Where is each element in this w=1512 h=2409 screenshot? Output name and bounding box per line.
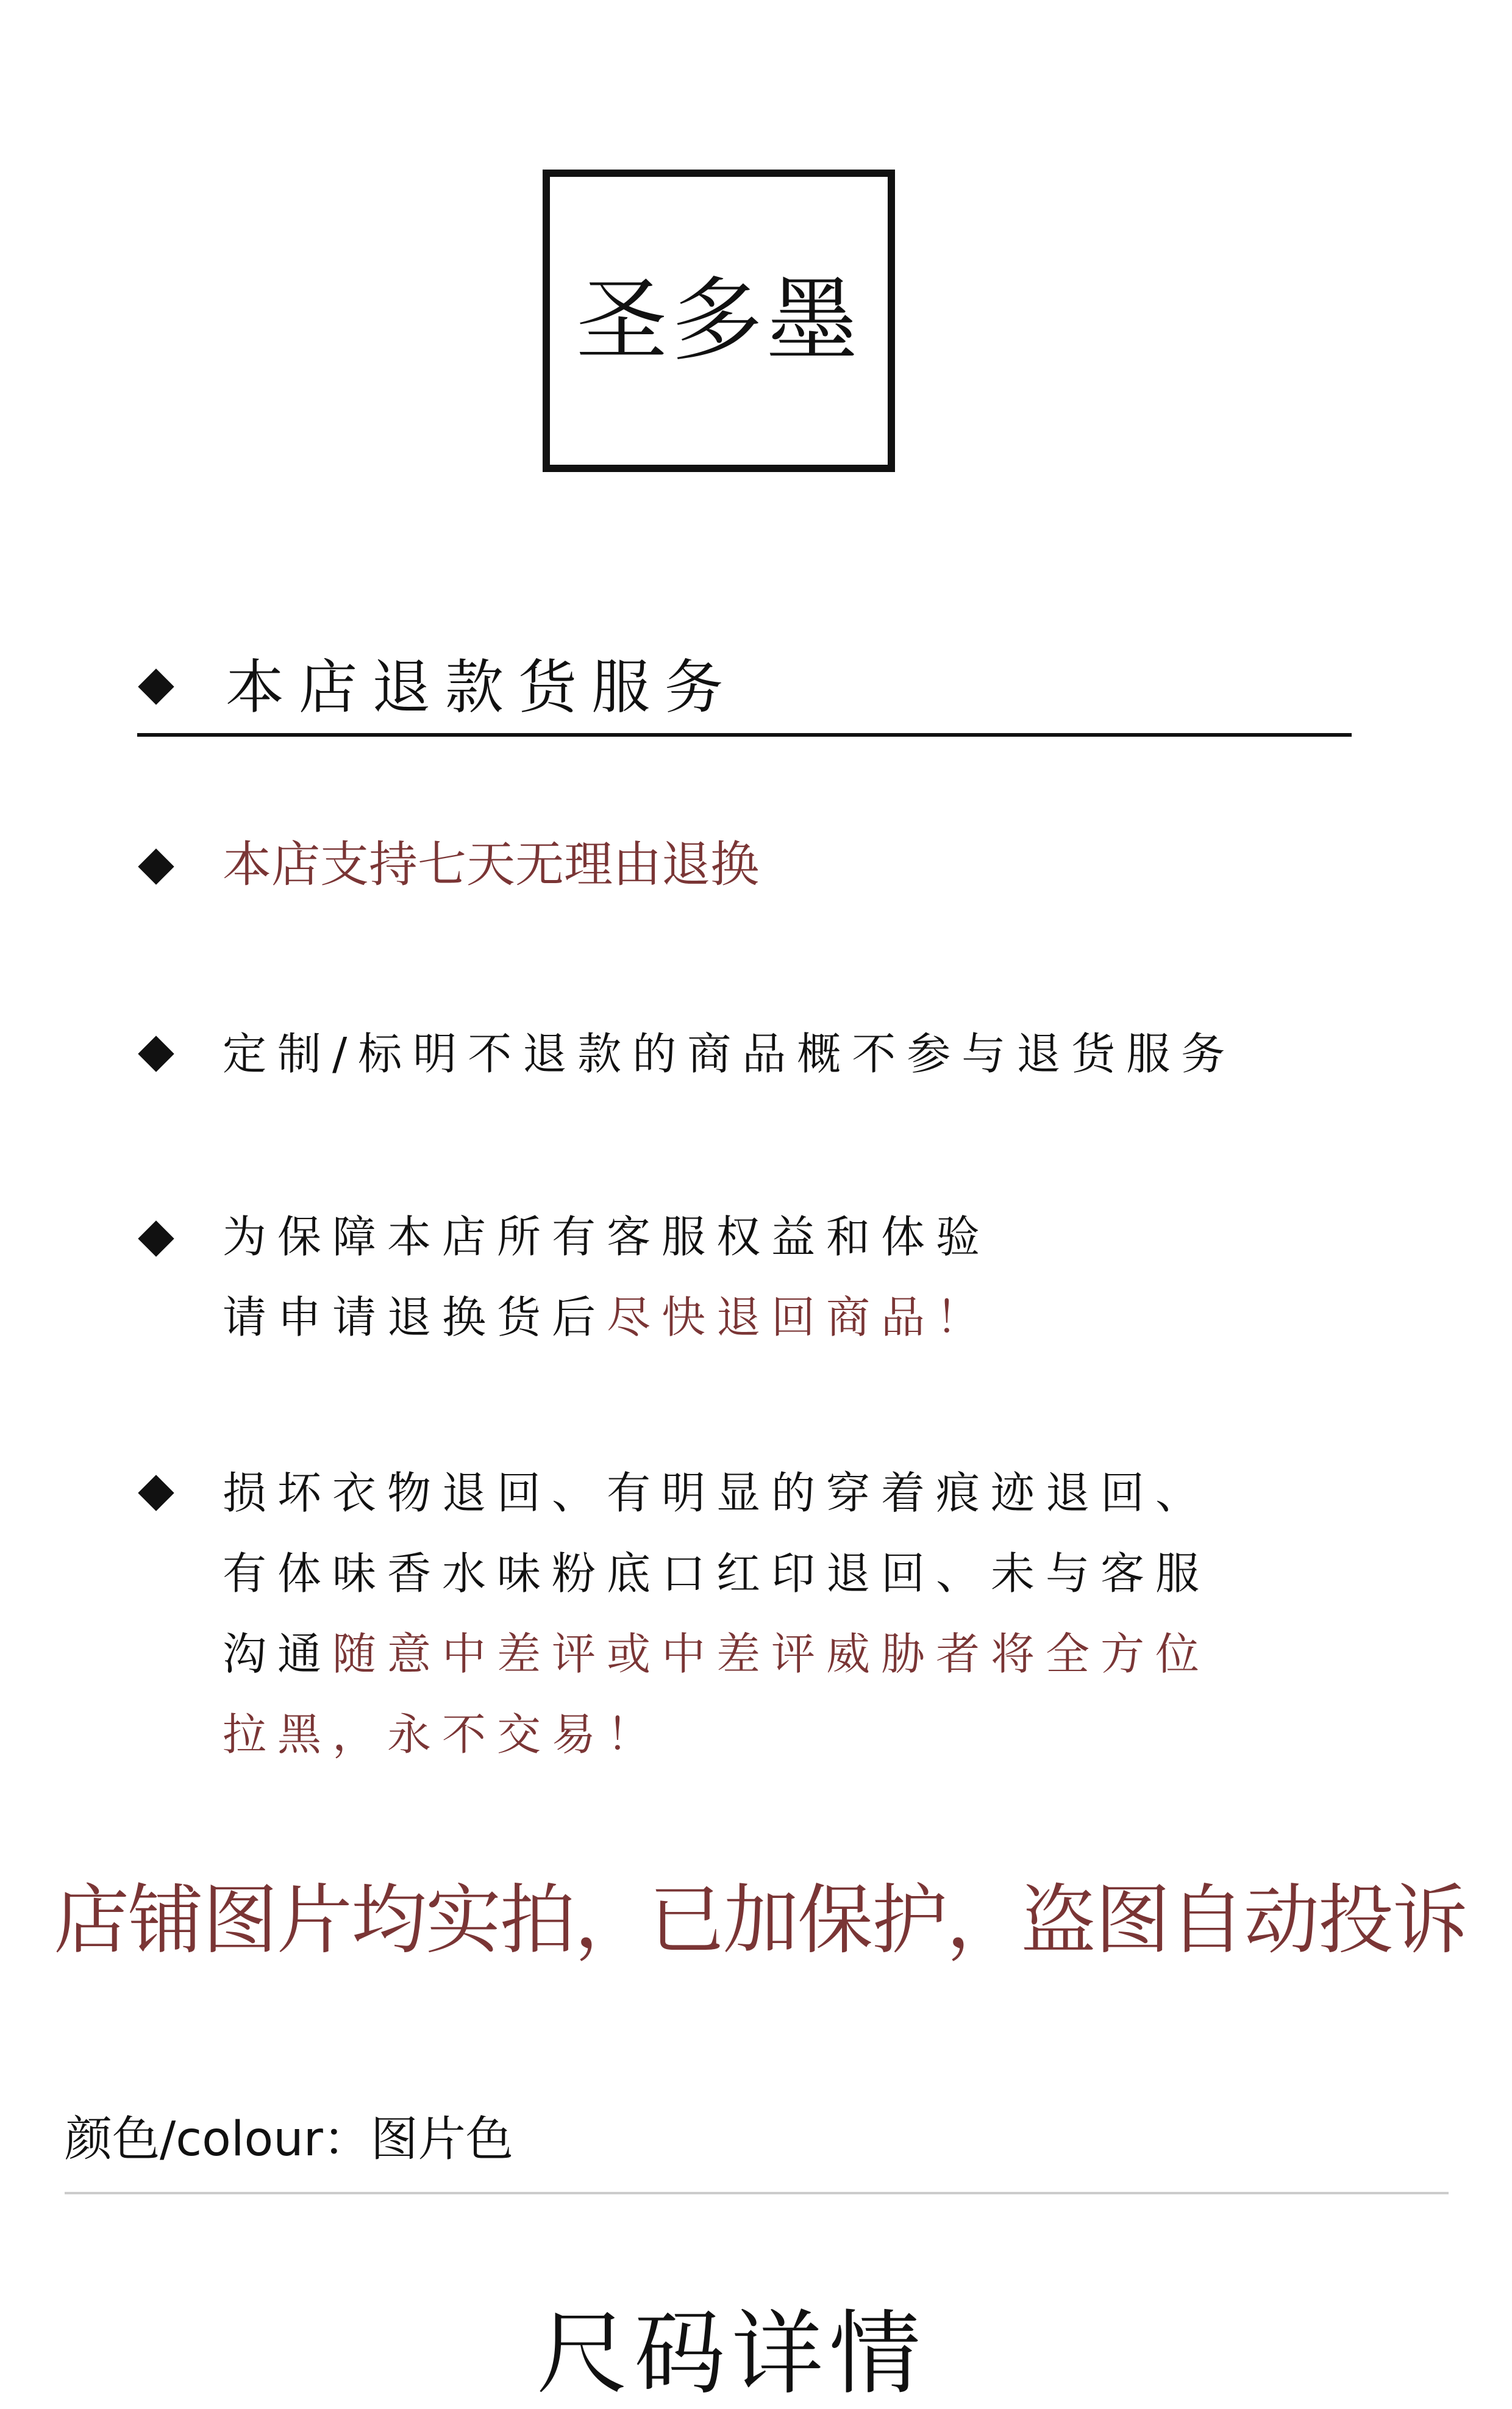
bullet-text-accent: 随意中差评或中差评威胁者将全方位 [332, 1628, 1211, 1680]
bullet-line [223, 1277, 991, 1358]
bullet-line [223, 1694, 1210, 1775]
diamond-bullet-icon [138, 1220, 174, 1256]
bullet-line [223, 1453, 1210, 1533]
bullet-text: 有体味香水味粉底口红印退回、未与客服 [223, 1548, 1211, 1599]
bullet-text: 损坏衣物退回、有明显的穿着痕迹退回、 [223, 1467, 1211, 1519]
colour-label: 颜色/colour： [65, 2112, 371, 2167]
colour-value: 图片色 [370, 2112, 513, 2167]
bullet-line [223, 1614, 1210, 1694]
brand-logo-box [543, 170, 895, 472]
colour-spec [65, 2111, 513, 2169]
diamond-bullet-icon [138, 1036, 174, 1072]
bullet-item [223, 1453, 1210, 1775]
size-details-heading: 尺码详情 [537, 2301, 927, 2407]
bullet-text-accent: 拉黑，永不交易！ [223, 1709, 662, 1760]
diamond-bullet-icon [138, 668, 174, 704]
bullet-text-accent: 尽快退回商品！ [607, 1292, 991, 1343]
bullet-item [223, 825, 759, 905]
bullet-line [223, 1197, 991, 1277]
colour-divider [65, 2192, 1449, 2194]
bullet-line [223, 1533, 1210, 1614]
bullet-item [223, 1197, 991, 1358]
bullet-text: 沟通 [223, 1628, 333, 1680]
diamond-bullet-icon [138, 848, 174, 884]
bullet-item [223, 1014, 1236, 1094]
bullet-text: 请申请退换货后 [223, 1292, 607, 1343]
section-divider [137, 733, 1352, 737]
brand-logo-text: 圣多墨 [576, 268, 861, 374]
section-title: 本店退款货服务 [226, 653, 738, 721]
diamond-bullet-icon [138, 1475, 174, 1511]
bullet-text: 定制/标明不退款的商品概不参与退货服务 [223, 1028, 1236, 1079]
section-header [137, 640, 1357, 744]
bullet-text: 为保障本店所有客服权益和体验 [223, 1211, 991, 1262]
photo-protection-notice: 店铺图片均实拍，已加保护，盗图自动投诉 [54, 1877, 1467, 1964]
bullet-text-accent: 本店支持七天无理由退换 [223, 836, 759, 893]
